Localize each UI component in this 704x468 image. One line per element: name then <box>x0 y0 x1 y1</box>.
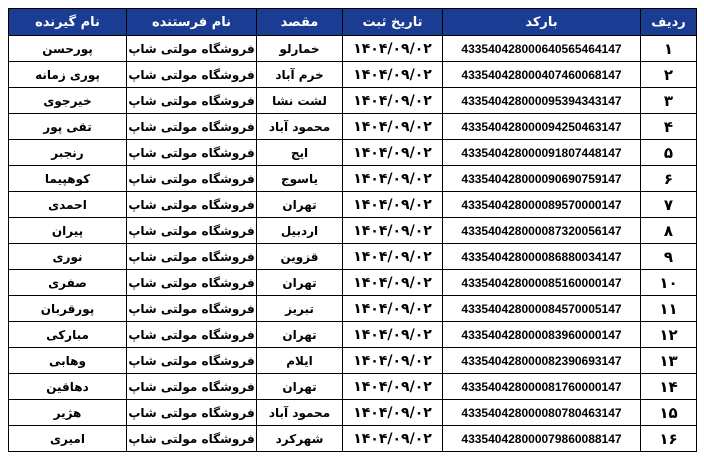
cell-index: ۱۶ <box>641 426 697 452</box>
table-row <box>9 348 697 374</box>
cell-date: ۱۴۰۴/۰۹/۰۲ <box>343 270 443 296</box>
cell-date: ۱۴۰۴/۰۹/۰۲ <box>343 400 443 426</box>
cell-receiver: دهاقین <box>9 374 127 400</box>
cell-sender: فروشگاه مولتی شاپ <box>127 62 257 88</box>
cell-receiver: نوری <box>9 244 127 270</box>
cell-destination: تهران <box>257 322 343 348</box>
cell-barcode: 433540428000091807448147 <box>443 140 641 166</box>
cell-date: ۱۴۰۴/۰۹/۰۲ <box>343 114 443 140</box>
cell-receiver: کوهپیما <box>9 166 127 192</box>
cell-sender: فروشگاه مولتی شاپ <box>127 400 257 426</box>
table-row <box>9 296 697 322</box>
header-receiver: نام گیرنده <box>9 9 127 36</box>
cell-destination: محمود آباد <box>257 400 343 426</box>
table-row <box>9 114 697 140</box>
cell-date: ۱۴۰۴/۰۹/۰۲ <box>343 218 443 244</box>
table-row <box>9 374 697 400</box>
cell-barcode: 433540428000094250463147 <box>443 114 641 140</box>
header-destination: مقصد <box>257 9 343 36</box>
cell-receiver: پیران <box>9 218 127 244</box>
cell-date: ۱۴۰۴/۰۹/۰۲ <box>343 140 443 166</box>
table-row <box>9 218 697 244</box>
cell-destination: تبریز <box>257 296 343 322</box>
cell-sender: فروشگاه مولتی شاپ <box>127 166 257 192</box>
cell-destination: تهران <box>257 270 343 296</box>
cell-sender: فروشگاه مولتی شاپ <box>127 322 257 348</box>
cell-date: ۱۴۰۴/۰۹/۰۲ <box>343 296 443 322</box>
cell-index: ۱۱ <box>641 296 697 322</box>
cell-barcode: 433540428000081760000147 <box>443 374 641 400</box>
table-row <box>9 62 697 88</box>
table-row <box>9 140 697 166</box>
cell-index: ۳ <box>641 88 697 114</box>
header-barcode: بارکد <box>443 9 641 36</box>
cell-barcode: 433540428000407460068147 <box>443 62 641 88</box>
cell-barcode: 433540428000095394343147 <box>443 88 641 114</box>
cell-sender: فروشگاه مولتی شاپ <box>127 218 257 244</box>
table-row <box>9 166 697 192</box>
cell-date: ۱۴۰۴/۰۹/۰۲ <box>343 426 443 452</box>
cell-barcode: 433540428000089570000147 <box>443 192 641 218</box>
cell-receiver: پورحسن <box>9 36 127 62</box>
table-row <box>9 400 697 426</box>
cell-sender: فروشگاه مولتی شاپ <box>127 114 257 140</box>
cell-index: ۱۰ <box>641 270 697 296</box>
header-sender: نام فرستنده <box>127 9 257 36</box>
cell-barcode: 433540428000087320056147 <box>443 218 641 244</box>
cell-receiver: احمدی <box>9 192 127 218</box>
cell-index: ۶ <box>641 166 697 192</box>
cell-sender: فروشگاه مولتی شاپ <box>127 348 257 374</box>
cell-date: ۱۴۰۴/۰۹/۰۲ <box>343 62 443 88</box>
cell-barcode: 433540428000085160000147 <box>443 270 641 296</box>
shipment-table-sheet <box>8 8 696 452</box>
cell-destination: شهرکرد <box>257 426 343 452</box>
cell-barcode: 433540428000079860088147 <box>443 426 641 452</box>
cell-destination: لشت نشا <box>257 88 343 114</box>
table-row <box>9 36 697 62</box>
cell-date: ۱۴۰۴/۰۹/۰۲ <box>343 348 443 374</box>
cell-destination: ایلام <box>257 348 343 374</box>
cell-index: ۹ <box>641 244 697 270</box>
cell-index: ۴ <box>641 114 697 140</box>
cell-destination: محمود آباد <box>257 114 343 140</box>
cell-receiver: هژیر <box>9 400 127 426</box>
cell-destination: خرم آباد <box>257 62 343 88</box>
cell-barcode: 433540428000640565464147 <box>443 36 641 62</box>
cell-sender: فروشگاه مولتی شاپ <box>127 270 257 296</box>
table-row <box>9 426 697 452</box>
cell-receiver: پورقربان <box>9 296 127 322</box>
table-row <box>9 88 697 114</box>
cell-receiver: تقی پور <box>9 114 127 140</box>
header-date: تاریخ ثبت <box>343 9 443 36</box>
cell-destination: تهران <box>257 192 343 218</box>
header-index: ردیف <box>641 9 697 36</box>
cell-date: ۱۴۰۴/۰۹/۰۲ <box>343 322 443 348</box>
cell-receiver: مبارکی <box>9 322 127 348</box>
cell-sender: فروشگاه مولتی شاپ <box>127 374 257 400</box>
cell-index: ۵ <box>641 140 697 166</box>
shipment-table <box>8 8 697 452</box>
cell-index: ۲ <box>641 62 697 88</box>
cell-barcode: 433540428000080780463147 <box>443 400 641 426</box>
cell-destination: قزوین <box>257 244 343 270</box>
cell-index: ۱۳ <box>641 348 697 374</box>
cell-sender: فروشگاه مولتی شاپ <box>127 296 257 322</box>
cell-date: ۱۴۰۴/۰۹/۰۲ <box>343 166 443 192</box>
table-row <box>9 192 697 218</box>
cell-index: ۱۵ <box>641 400 697 426</box>
cell-receiver: خیرجوی <box>9 88 127 114</box>
cell-index: ۷ <box>641 192 697 218</box>
table-body <box>9 36 697 452</box>
cell-destination: یاسوج <box>257 166 343 192</box>
table-header-row <box>9 9 697 36</box>
cell-receiver: رنجبر <box>9 140 127 166</box>
cell-barcode: 433540428000082390693147 <box>443 348 641 374</box>
cell-receiver: صفری <box>9 270 127 296</box>
cell-sender: فروشگاه مولتی شاپ <box>127 88 257 114</box>
cell-sender: فروشگاه مولتی شاپ <box>127 426 257 452</box>
cell-date: ۱۴۰۴/۰۹/۰۲ <box>343 374 443 400</box>
cell-receiver: امیری <box>9 426 127 452</box>
cell-barcode: 433540428000084570005147 <box>443 296 641 322</box>
cell-sender: فروشگاه مولتی شاپ <box>127 244 257 270</box>
cell-sender: فروشگاه مولتی شاپ <box>127 140 257 166</box>
cell-index: ۱ <box>641 36 697 62</box>
cell-receiver: پوری زمانه <box>9 62 127 88</box>
cell-index: ۱۲ <box>641 322 697 348</box>
table-row <box>9 244 697 270</box>
cell-index: ۱۴ <box>641 374 697 400</box>
cell-destination: خمارلو <box>257 36 343 62</box>
cell-barcode: 433540428000090690759147 <box>443 166 641 192</box>
cell-destination: ایج <box>257 140 343 166</box>
cell-sender: فروشگاه مولتی شاپ <box>127 192 257 218</box>
cell-sender: فروشگاه مولتی شاپ <box>127 36 257 62</box>
cell-date: ۱۴۰۴/۰۹/۰۲ <box>343 88 443 114</box>
cell-index: ۸ <box>641 218 697 244</box>
cell-destination: اردبیل <box>257 218 343 244</box>
cell-date: ۱۴۰۴/۰۹/۰۲ <box>343 36 443 62</box>
table-row <box>9 270 697 296</box>
cell-date: ۱۴۰۴/۰۹/۰۲ <box>343 192 443 218</box>
cell-date: ۱۴۰۴/۰۹/۰۲ <box>343 244 443 270</box>
cell-barcode: 433540428000083960000147 <box>443 322 641 348</box>
cell-receiver: وهابی <box>9 348 127 374</box>
table-row <box>9 322 697 348</box>
cell-barcode: 433540428000086880034147 <box>443 244 641 270</box>
cell-destination: تهران <box>257 374 343 400</box>
